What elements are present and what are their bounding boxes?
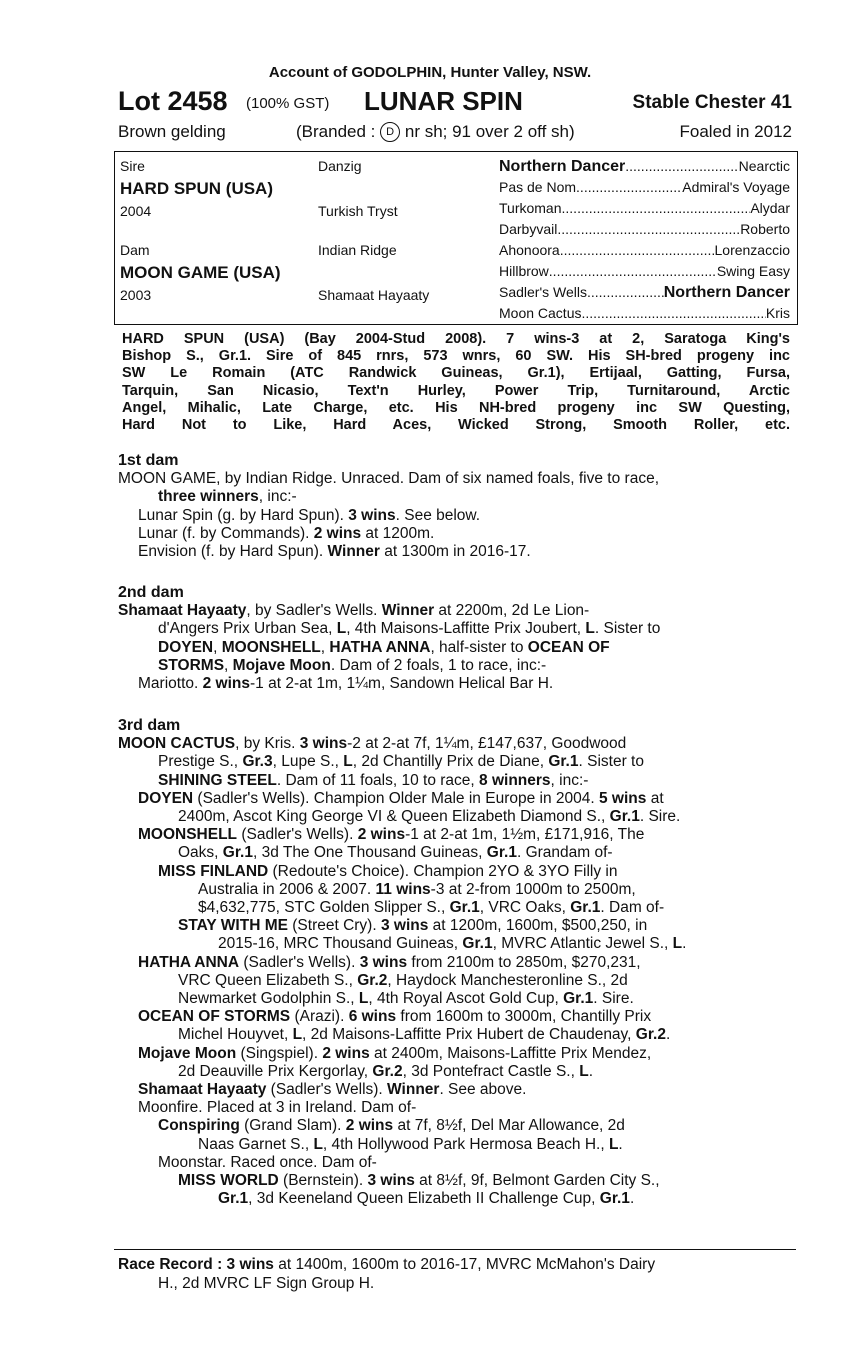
gst-note: (100% GST) [246, 95, 330, 112]
leader-dots [560, 242, 715, 258]
dam-dam: Shamaat Hayaaty [318, 287, 430, 303]
second-dam-heading: 2nd dam [118, 584, 184, 601]
leader-dots [549, 263, 717, 279]
lot-line [118, 86, 792, 116]
pedigree-ancestor-row [499, 242, 790, 258]
sire-label: Sire [120, 158, 145, 174]
ancestor-name: Moon Cactus [499, 305, 582, 321]
first-dam-line: Lunar (f. by Commands). 2 wins at 1200m. [138, 524, 435, 542]
second-dam-section [118, 584, 794, 693]
third-dam-heading: 3rd dam [118, 717, 181, 734]
third-dam-text [118, 735, 794, 1208]
third-dam-line: Naas Garnet S., L, 4th Hollywood Park Hermosa Beach H., L. [198, 1135, 623, 1153]
pedigree-ancestor-row [499, 179, 790, 195]
brand-suffix: nr sh; 91 over 2 off sh) [404, 122, 575, 141]
third-dam-line: Michel Houyvet, L, 2d Maisons-Laffitte Prix Hubert de Chaudenay, Gr.2. [178, 1026, 671, 1044]
ancestor-name: Northern Dancer [663, 284, 790, 301]
third-dam-line: Gr.1, 3d Keeneland Queen Elizabeth II Challenge Cup, Gr.1. [218, 1190, 635, 1208]
leader-dots [581, 305, 765, 321]
horse-name: LUNAR SPIN [364, 86, 523, 116]
first-dam-line: three winners, inc:- [158, 488, 297, 506]
leader-dots [587, 284, 664, 302]
sire-name: HARD SPUN (USA) [120, 179, 273, 198]
ancestor-name: Hillbrow [499, 263, 549, 279]
ancestor-name: Pas de Nom [499, 179, 577, 195]
ancestor-name: Kris [765, 305, 790, 321]
brand-prefix: (Branded : [296, 122, 376, 141]
race-record [118, 1256, 794, 1293]
sire-dam: Turkish Tryst [318, 203, 398, 219]
third-dam-section [118, 717, 794, 1208]
third-dam-line: MOON CACTUS, by Kris. 3 wins-2 at 2-at 7f, 1¼m, £147,637, Goodwood [118, 735, 627, 753]
third-dam-line: Shamaat Hayaaty (Sadler's Wells). Winner. See above. [138, 1081, 527, 1099]
third-dam-line: Moonstar. Raced once. Dam of- [158, 1153, 377, 1171]
sire-summary-line: Angel, Mihalic, Late Charge, etc. His NH-bred progeny inc SW Questing, [122, 399, 790, 416]
first-dam-line: MOON GAME, by Indian Ridge. Unraced. Dam of six named foals, five to race, [118, 470, 659, 488]
third-dam-line: MOONSHELL (Sadler's Wells). 2 wins-1 at 2-at 1m, 1½m, £171,916, The [138, 826, 645, 844]
pedigree-ancestor-row [499, 305, 790, 321]
sire-summary [122, 331, 790, 434]
third-dam-line: MISS FINLAND (Redoute's Choice). Champion 2YO & 3YO Filly in [158, 862, 618, 880]
ancestor-name: Roberto [740, 221, 790, 237]
sire-summary-line: SW Le Romain (ATC Randwick Guineas, Gr.1), Ertijaal, Gatting, Fursa, [122, 365, 790, 382]
ancestor-name: Ahonoora [499, 242, 560, 258]
race-record-line: H., 2d MVRC LF Sign Group H. [158, 1274, 375, 1292]
second-dam-line: Shamaat Hayaaty, by Sadler's Wells. Winner at 2200m, 2d Le Lion- [118, 602, 590, 620]
leader-dots [557, 221, 740, 237]
third-dam-line: OCEAN OF STORMS (Arazi). 6 wins from 1600m to 3000m, Chantilly Prix [138, 1008, 652, 1026]
ancestor-name: Lorenzaccio [714, 242, 790, 258]
first-dam-line: Envision (f. by Hard Spun). Winner at 1300m in 2016-17. [138, 543, 531, 561]
horse-color-sex: Brown gelding [118, 122, 226, 141]
leader-dots [562, 200, 751, 216]
second-dam-line: DOYEN, MOONSHELL, HATHA ANNA, half-sister to OCEAN OF [158, 638, 610, 656]
third-dam-line: 2d Deauville Prix Kergorlay, Gr.2, 3d Pontefract Castle S., L. [178, 1062, 593, 1080]
third-dam-line: Moonfire. Placed at 3 in Ireland. Dam of- [138, 1099, 417, 1117]
dam-year: 2003 [120, 287, 152, 303]
first-dam-heading: 1st dam [118, 452, 179, 469]
sire-summary-line: Hard Not to Like, Hard Aces, Wicked Strong, Smooth Roller, etc. [122, 417, 790, 434]
sire-summary-line: HARD SPUN (USA) (Bay 2004-Stud 2008). 7 wins-3 at 2, Saratoga King's [122, 331, 790, 347]
third-dam-line: Mojave Moon (Singspiel). 2 wins at 2400m, Maisons-Laffitte Prix Mendez, [138, 1044, 652, 1062]
vendor-account: Account of GODOLPHIN, Hunter Valley, NSW. [268, 64, 592, 81]
brand-info [296, 122, 575, 142]
pedigree-ancestor-row [499, 200, 790, 216]
first-dam-line: Lunar Spin (g. by Hard Spun). 3 wins. See below. [138, 506, 481, 524]
third-dam-line: Oaks, Gr.1, 3d The One Thousand Guineas, Gr.1. Grandam of- [178, 844, 613, 862]
third-dam-line: Conspiring (Grand Slam). 2 wins at 7f, 8½f, Del Mar Allowance, 2d [158, 1117, 625, 1135]
second-dam-text [118, 602, 794, 693]
second-dam-line: STORMS, Mojave Moon. Dam of 2 foals, 1 to race, inc:- [158, 656, 547, 674]
sire-sire: Danzig [318, 158, 362, 174]
brand-symbol-icon: D [380, 122, 400, 142]
divider [114, 1249, 796, 1250]
third-dam-line: SHINING STEEL. Dam of 11 foals, 10 to race, 8 winners, inc:- [158, 771, 589, 789]
second-dam-line: Mariotto. 2 wins-1 at 2-at 1m, 1¼m, Sandown Helical Bar H. [138, 675, 554, 693]
dam-name: MOON GAME (USA) [120, 263, 281, 282]
pedigree-ancestor-row [499, 221, 790, 237]
pedigree-ancestor-row [499, 263, 790, 279]
leader-dots [625, 158, 738, 176]
sire-summary-line: Tarquin, San Nicasio, Text'n Hurley, Power Trip, Turnitaround, Arctic [122, 382, 790, 399]
third-dam-line: Newmarket Godolphin S., L, 4th Royal Ascot Gold Cup, Gr.1. Sire. [178, 990, 634, 1008]
stable-location: Stable Chester 41 [632, 92, 792, 113]
foaled-year: Foaled in 2012 [679, 122, 792, 141]
leader-dots [576, 179, 682, 195]
ancestor-name: Darbyvail [499, 221, 558, 237]
first-dam-section [118, 452, 794, 561]
lot-number: Lot 2458 [118, 86, 228, 116]
third-dam-line: 2400m, Ascot King George VI & Queen Elizabeth Diamond S., Gr.1. Sire. [178, 808, 681, 826]
race-record-line: Race Record : 3 wins at 1400m, 1600m to 2016-17, MVRC McMahon's Dairy [118, 1256, 656, 1273]
ancestor-name: Nearctic [738, 158, 790, 174]
second-dam-line: d'Angers Prix Urban Sea, L, 4th Maisons-Laffitte Prix Joubert, L. Sister to [158, 620, 661, 638]
sire-summary-line: Bishop S., Gr.1. Sire of 845 rnrs, 573 wnrs, 60 SW. His SH-bred progeny inc [122, 348, 790, 365]
dam-sire: Indian Ridge [318, 242, 397, 258]
ancestor-name: Admiral's Voyage [682, 179, 790, 195]
third-dam-line: VRC Queen Elizabeth S., Gr.2, Haydock Manchesteronline S., 2d [178, 971, 628, 989]
third-dam-line: DOYEN (Sadler's Wells). Champion Older Male in Europe in 2004. 5 wins at [138, 789, 664, 807]
ancestor-name: Sadler's Wells [499, 284, 587, 300]
third-dam-line: MISS WORLD (Bernstein). 3 wins at 8½f, 9f, Belmont Garden City S., [178, 1172, 660, 1190]
ancestor-name: Swing Easy [716, 263, 790, 279]
pedigree-ancestor-row [499, 158, 790, 176]
third-dam-line: Prestige S., Gr.3, Lupe S., L, 2d Chantilly Prix de Diane, Gr.1. Sister to [158, 753, 644, 771]
third-dam-line: STAY WITH ME (Street Cry). 3 wins at 1200m, 1600m, $500,250, in [178, 917, 648, 935]
horse-description [118, 122, 792, 144]
first-dam-text [118, 470, 794, 561]
third-dam-line: $4,632,775, STC Golden Slipper S., Gr.1, VRC Oaks, Gr.1. Dam of- [198, 899, 665, 917]
ancestor-name: Alydar [750, 200, 790, 216]
ancestor-name: Turkoman [499, 200, 562, 216]
third-dam-line: 2015-16, MRC Thousand Guineas, Gr.1, MVRC Atlantic Jewel S., L. [218, 935, 687, 953]
dam-label: Dam [120, 242, 150, 258]
ancestor-name: Northern Dancer [499, 158, 626, 175]
third-dam-line: Australia in 2006 & 2007. 11 wins-3 at 2-from 1000m to 2500m, [198, 880, 636, 898]
third-dam-line: HATHA ANNA (Sadler's Wells). 3 wins from 2100m to 2850m, $270,231, [138, 953, 641, 971]
pedigree-table [114, 151, 798, 325]
sire-year: 2004 [120, 203, 152, 219]
pedigree-ancestor-row [499, 284, 790, 302]
